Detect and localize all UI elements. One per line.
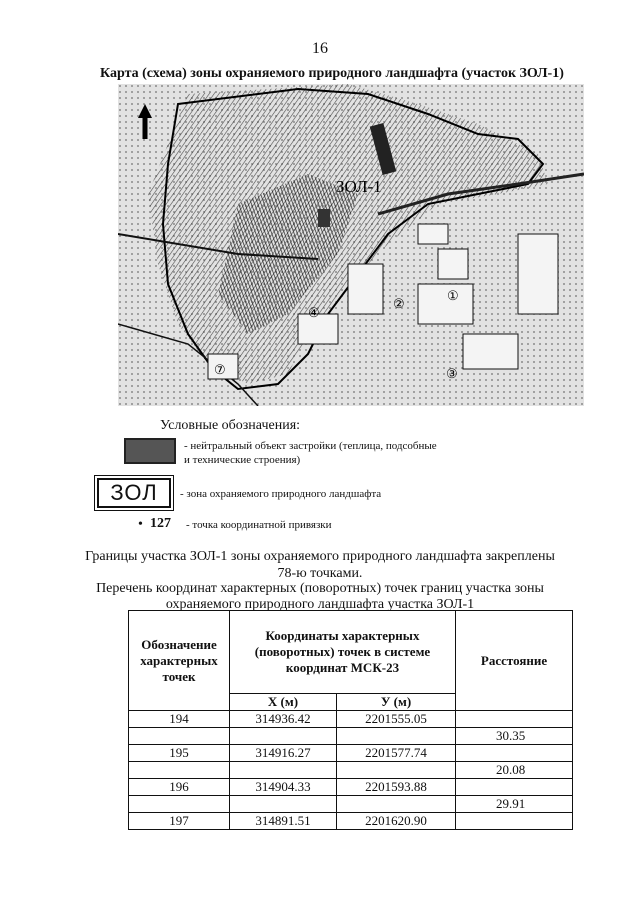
neutral-object-swatch [124,438,176,464]
header-points: Обозначение характерных точек [129,611,230,711]
map-title: Карта (схема) зоны охраняемого природного ландшафта (участок ЗОЛ-1) [100,66,564,81]
point-dot-icon: • [138,517,143,532]
boundary-text-line1: Границы участка ЗОЛ-1 зоны охраняемого природного ландшафта закреплены [85,549,555,564]
svg-text:⑦: ⑦ [214,362,226,377]
list-title-line2: охраняемого природного ландшафта участка ЗОЛ-1 [165,597,475,612]
svg-text:④: ④ [308,305,320,320]
table-row: 197 314891.51 2201620.90 [129,813,573,830]
legend-item-point: - точка координатной привязки [186,519,332,531]
zone-label: ЗОЛ-1 [336,177,382,196]
svg-text:③: ③ [446,366,458,381]
header-y: У (м) [337,694,456,711]
coordinates-table [128,610,573,830]
legend-item-neutral-object: - нейтральный объект застройки (теплица, подсобные и технические строения) [184,440,437,466]
legend-item-zone: - зона охраняемого природного ландшафта [180,488,382,500]
page-number: 16 [312,40,328,57]
point-number: 127 [150,516,171,531]
header-distance: Расстояние [456,611,573,711]
table-row: 195 314916.27 2201577.74 [129,745,573,762]
boundary-text-line2: 78-ю точками. [277,566,363,581]
legend-title: Условные обозначения: [160,418,301,433]
svg-text:②: ② [393,296,405,311]
table-row: 30.35 [129,728,573,745]
table-row: 29.91 [129,796,573,813]
header-x: X (м) [230,694,337,711]
map-image [118,84,584,406]
list-title-line1: Перечень координат характерных (поворотных) точек границ участка зоны [96,581,544,596]
table-row: 20.08 [129,762,573,779]
header-coordinates: Координаты характерных (поворотных) точек в системе координат МСК-23 [230,611,456,694]
svg-text:①: ① [447,288,459,303]
zol-swatch: ЗОЛ [97,478,171,508]
table-row: 194 314936.42 2201555.05 [129,711,573,728]
table-row: 196 314904.33 2201593.88 [129,779,573,796]
